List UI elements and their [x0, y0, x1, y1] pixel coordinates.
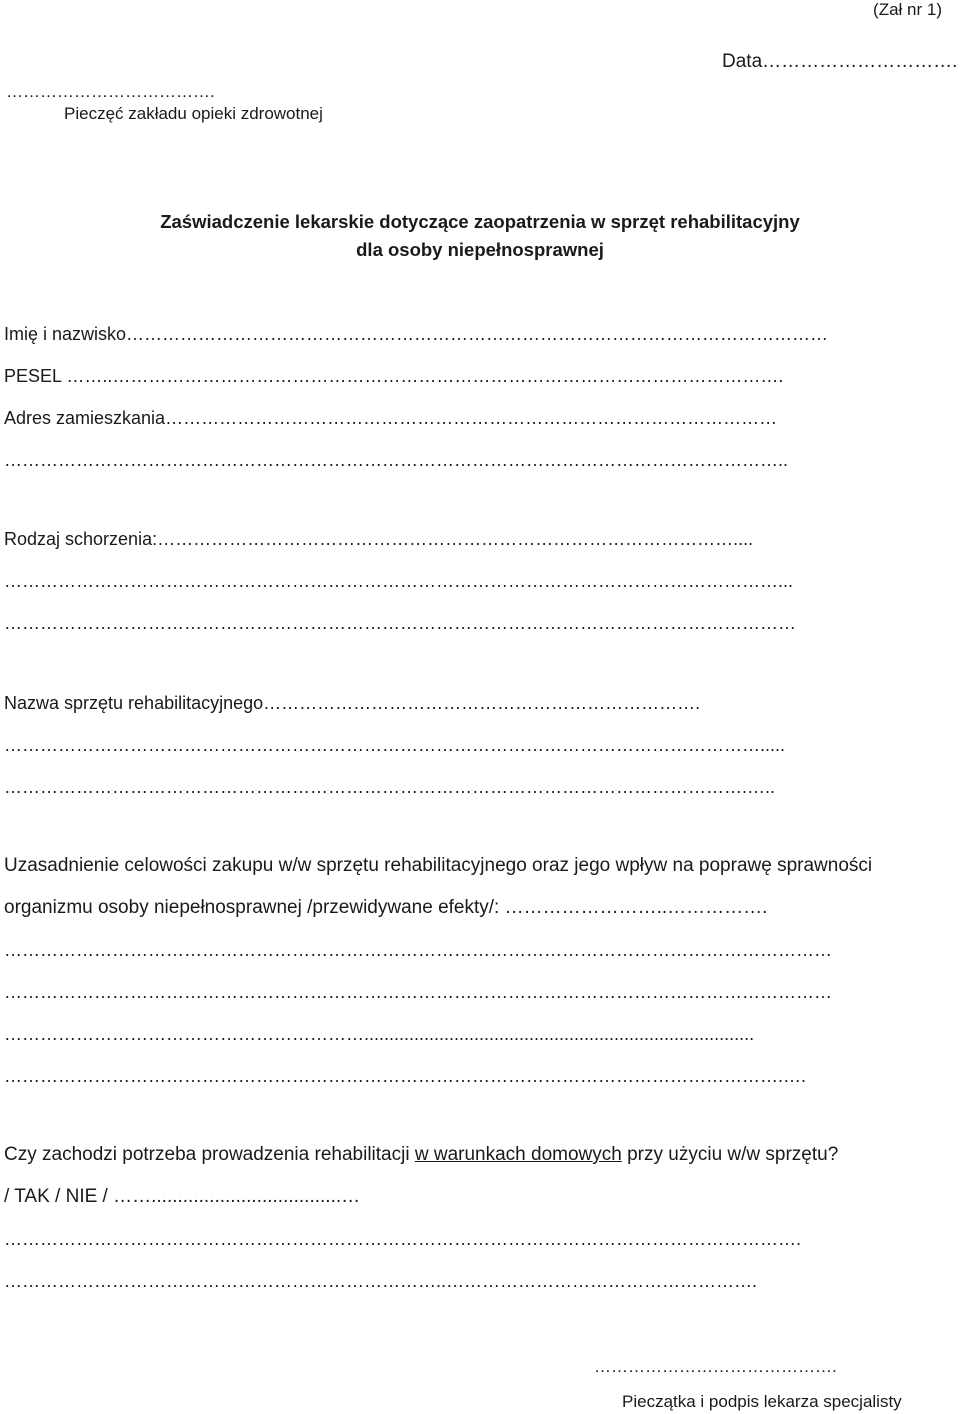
- justification-text-line2[interactable]: organizmu osoby niepełnosprawnej /przewidywane efekty/: ……………………..…………….: [4, 897, 768, 918]
- address-field[interactable]: Adres zamieszkania…………………………………………………………………………………………: [4, 408, 778, 428]
- equipment-field-continued-2[interactable]: …………………………………………………………………………………………………………….…..: [4, 777, 776, 797]
- address-field-continued[interactable]: …………………………………………………………………………………………………………………..: [4, 450, 789, 470]
- name-field[interactable]: Imię i nazwisko………………………………………………………………………………………………………: [4, 324, 829, 344]
- date-field[interactable]: Data………………………….: [722, 51, 958, 72]
- equipment-field-continued-1[interactable]: ……………………………………………………………………………………………………………….....: [4, 735, 786, 755]
- pesel-field[interactable]: PESEL ……..………………………………………………………………………………………………….: [4, 366, 784, 386]
- justification-blank-2[interactable]: …………………………………………………………………………………………………………………………: [4, 982, 832, 1002]
- stamp-label: Pieczęć zakładu opieki zdrowotnej: [64, 104, 323, 123]
- stamp-line: ……………………………….: [6, 82, 215, 101]
- signature-label: Pieczątka i podpis lekarza specjalisty: [622, 1392, 902, 1411]
- attachment-label: (Zał nr 1): [873, 0, 942, 19]
- document-title-line2: dla osoby niepełnosprawnej: [356, 239, 604, 260]
- question-emphasis: w warunkach domowych: [414, 1144, 622, 1165]
- justification-blank-4[interactable]: ………………………………………………………………………………………………………………….….: [4, 1066, 807, 1086]
- justification-blank-1[interactable]: …………………………………………………………………………………………………………………………: [4, 940, 832, 960]
- signature-line: …………………………………….: [594, 1357, 837, 1376]
- question-text-start: Czy zachodzi potrzeba prowadzenia rehabilitacji: [4, 1144, 415, 1165]
- justification-blank-3[interactable]: ……………………………………………………..............................................................................: [4, 1024, 755, 1044]
- disease-field-continued-2[interactable]: ……………………………………………………………………………………………………………………: [4, 613, 796, 633]
- equipment-field[interactable]: Nazwa sprzętu rehabilitacyjnego……………………………………………………………….: [4, 693, 701, 713]
- disease-field-continued-1[interactable]: …………………………………………………………………………………………………………………...: [4, 571, 794, 591]
- yes-no-answer-field[interactable]: / TAK / NIE / ……....................................…: [4, 1186, 361, 1207]
- question-text-end: przy użyciu w/w sprzętu?: [621, 1144, 839, 1165]
- justification-text-line1: Uzasadnienie celowości zakupu w/w sprzętu rehabilitacyjnego oraz jego wpływ na poprawę sprawności: [4, 855, 873, 876]
- home-rehab-blank-1[interactable]: …………………………………………………………………………………………………………………….: [4, 1229, 802, 1249]
- document-title-line1: Zaświadczenie lekarskie dotyczące zaopatrzenia w sprzęt rehabilitacyjny: [160, 211, 800, 232]
- home-rehab-question: [4, 1144, 838, 1166]
- disease-field[interactable]: Rodzaj schorzenia:……………………………………………………………………………………....: [4, 529, 754, 549]
- home-rehab-blank-2[interactable]: ………………………………………………………………..…………………………………………….: [4, 1271, 758, 1291]
